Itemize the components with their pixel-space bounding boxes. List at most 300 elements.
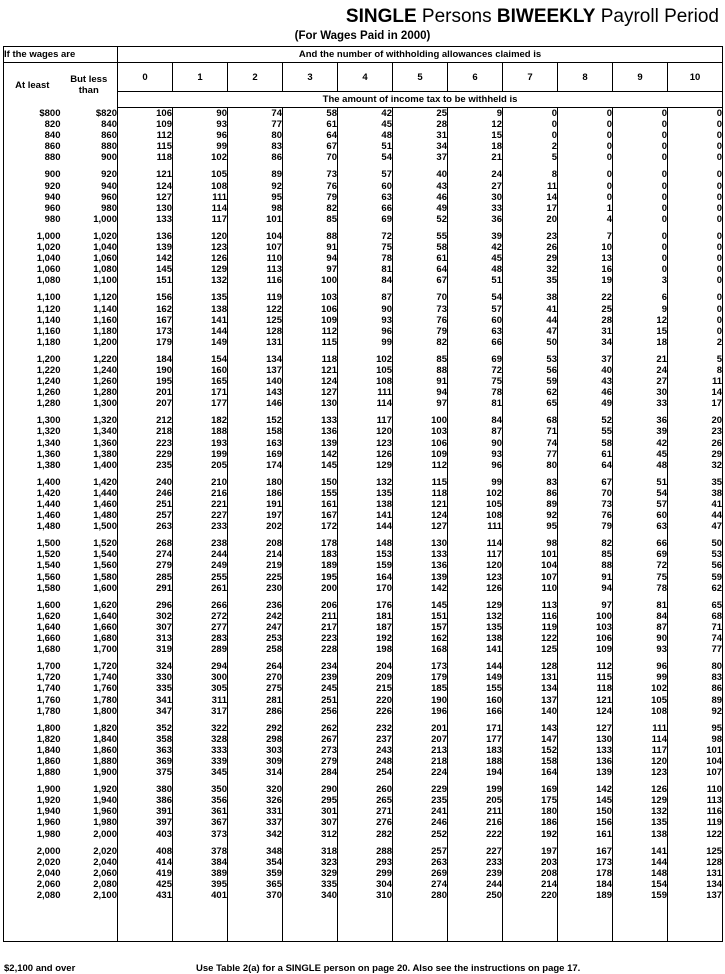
cell-but-less-than: 1,600 [61, 583, 118, 594]
cell-withholding-3: 340 [283, 890, 338, 901]
cell-withholding-6: 105 [448, 499, 503, 510]
cell-withholding-10: 83 [668, 672, 723, 683]
cell-withholding-4: 271 [338, 806, 393, 817]
cell-but-less-than: 980 [61, 203, 118, 214]
cell-withholding-0: 190 [118, 365, 173, 376]
cell-withholding-2: 236 [228, 600, 283, 611]
cell-at-least: 1,280 [4, 398, 61, 409]
cell-withholding-1: 165 [173, 376, 228, 387]
cell-withholding-5: 269 [393, 868, 448, 879]
cell-at-least: 1,860 [4, 756, 61, 767]
cell-withholding-5: 185 [393, 683, 448, 694]
cell-but-less-than: 1,940 [61, 795, 118, 806]
cell-withholding-5: 151 [393, 611, 448, 622]
cell-withholding-5: 28 [393, 119, 448, 130]
cell-withholding-8: 85 [558, 549, 613, 560]
cell-withholding-6: 108 [448, 510, 503, 521]
cell-withholding-4: 276 [338, 817, 393, 828]
cell-but-less-than: 2,000 [61, 829, 118, 840]
cell-withholding-2: 258 [228, 644, 283, 655]
cell-withholding-8: 189 [558, 890, 613, 901]
cell-withholding-0: 391 [118, 806, 173, 817]
cell-withholding-3: 85 [283, 214, 338, 225]
cell-withholding-4: 282 [338, 829, 393, 840]
cell-withholding-4: 69 [338, 214, 393, 225]
cell-but-less-than: 1,440 [61, 488, 118, 499]
cell-withholding-3: 139 [283, 438, 338, 449]
tail-cell [613, 901, 668, 941]
cell-withholding-4: 54 [338, 152, 393, 163]
cell-withholding-4: 260 [338, 784, 393, 795]
cell-withholding-9: 48 [613, 460, 668, 471]
cell-withholding-2: 202 [228, 521, 283, 532]
cell-at-least: 1,100 [4, 292, 61, 303]
cell-withholding-2: 326 [228, 795, 283, 806]
cell-withholding-7: 104 [503, 560, 558, 571]
cell-withholding-2: 134 [228, 354, 283, 365]
cell-at-least: 1,340 [4, 438, 61, 449]
cell-withholding-8: 0 [558, 152, 613, 163]
cell-withholding-8: 0 [558, 108, 613, 120]
cell-withholding-5: 82 [393, 337, 448, 348]
cell-withholding-1: 345 [173, 767, 228, 778]
cell-at-least: 1,620 [4, 611, 61, 622]
cell-at-least: 1,680 [4, 644, 61, 655]
cell-withholding-5: 162 [393, 633, 448, 644]
cell-withholding-4: 126 [338, 449, 393, 460]
cell-withholding-6: 63 [448, 326, 503, 337]
cell-withholding-10: 20 [668, 415, 723, 426]
cell-withholding-1: 171 [173, 387, 228, 398]
cell-at-least: 1,940 [4, 806, 61, 817]
cell-withholding-6: 183 [448, 745, 503, 756]
cell-withholding-5: 196 [393, 706, 448, 717]
cell-withholding-1: 328 [173, 734, 228, 745]
cell-withholding-8: 82 [558, 538, 613, 549]
cell-withholding-6: 33 [448, 203, 503, 214]
cell-withholding-1: 93 [173, 119, 228, 130]
cell-withholding-10: 134 [668, 879, 723, 890]
cell-withholding-0: 425 [118, 879, 173, 890]
cell-withholding-8: 124 [558, 706, 613, 717]
cell-withholding-9: 132 [613, 806, 668, 817]
cell-withholding-3: 307 [283, 817, 338, 828]
cell-withholding-7: 26 [503, 242, 558, 253]
cell-withholding-1: 108 [173, 181, 228, 192]
table-row [4, 292, 723, 303]
cell-withholding-1: 378 [173, 846, 228, 857]
cell-withholding-9: 0 [613, 231, 668, 242]
cell-withholding-9: 9 [613, 304, 668, 315]
cell-withholding-0: 118 [118, 152, 173, 163]
cell-withholding-10: 11 [668, 376, 723, 387]
cell-withholding-1: 289 [173, 644, 228, 655]
cell-withholding-10: 35 [668, 477, 723, 488]
cell-withholding-6: 141 [448, 644, 503, 655]
cell-withholding-3: 142 [283, 449, 338, 460]
cell-withholding-10: 113 [668, 795, 723, 806]
cell-withholding-4: 226 [338, 706, 393, 717]
table-row [4, 449, 723, 460]
cell-withholding-1: 199 [173, 449, 228, 460]
cell-withholding-0: 235 [118, 460, 173, 471]
cell-at-least: 1,060 [4, 264, 61, 275]
cell-withholding-7: 169 [503, 784, 558, 795]
cell-withholding-4: 299 [338, 868, 393, 879]
cell-withholding-8: 25 [558, 304, 613, 315]
cell-withholding-0: 115 [118, 141, 173, 152]
cell-withholding-6: 114 [448, 538, 503, 549]
cell-withholding-0: 240 [118, 477, 173, 488]
cell-but-less-than: 2,060 [61, 868, 118, 879]
cell-withholding-1: 373 [173, 829, 228, 840]
cell-but-less-than: 1,100 [61, 275, 118, 286]
cell-withholding-8: 88 [558, 560, 613, 571]
cell-withholding-0: 335 [118, 683, 173, 694]
cell-withholding-8: 133 [558, 745, 613, 756]
cell-withholding-4: 84 [338, 275, 393, 286]
cell-at-least: 1,780 [4, 706, 61, 717]
cell-withholding-7: 2 [503, 141, 558, 152]
cell-withholding-2: 122 [228, 304, 283, 315]
cell-withholding-4: 108 [338, 376, 393, 387]
cell-withholding-9: 12 [613, 315, 668, 326]
cell-at-least: 1,000 [4, 231, 61, 242]
cell-at-least: 1,900 [4, 784, 61, 795]
cell-withholding-7: 137 [503, 695, 558, 706]
cell-withholding-6: 250 [448, 890, 503, 901]
cell-withholding-7: 164 [503, 767, 558, 778]
cell-withholding-6: 126 [448, 583, 503, 594]
cell-withholding-2: 348 [228, 846, 283, 857]
cell-withholding-0: 352 [118, 723, 173, 734]
table-row [4, 242, 723, 253]
cell-withholding-2: 281 [228, 695, 283, 706]
cell-withholding-8: 91 [558, 572, 613, 583]
cell-withholding-10: 125 [668, 846, 723, 857]
cell-withholding-4: 209 [338, 672, 393, 683]
cell-withholding-9: 0 [613, 214, 668, 225]
cell-withholding-0: 302 [118, 611, 173, 622]
cell-withholding-4: 105 [338, 365, 393, 376]
cell-at-least: 860 [4, 141, 61, 152]
cell-withholding-3: 133 [283, 415, 338, 426]
cell-withholding-4: 254 [338, 767, 393, 778]
cell-withholding-3: 70 [283, 152, 338, 163]
cell-withholding-5: 67 [393, 275, 448, 286]
cell-withholding-4: 75 [338, 242, 393, 253]
cell-withholding-0: 109 [118, 119, 173, 130]
cell-withholding-8: 28 [558, 315, 613, 326]
cell-withholding-4: 141 [338, 510, 393, 521]
cell-withholding-3: 150 [283, 477, 338, 488]
cell-withholding-7: 95 [503, 521, 558, 532]
cell-withholding-10: 0 [668, 108, 723, 120]
cell-withholding-9: 96 [613, 661, 668, 672]
cell-withholding-3: 256 [283, 706, 338, 717]
cell-at-least: 1,380 [4, 460, 61, 471]
cell-withholding-2: 359 [228, 868, 283, 879]
cell-withholding-9: 111 [613, 723, 668, 734]
table-row [4, 672, 723, 683]
cell-withholding-1: 117 [173, 214, 228, 225]
cell-withholding-9: 15 [613, 326, 668, 337]
cell-withholding-1: 132 [173, 275, 228, 286]
cell-withholding-8: 136 [558, 756, 613, 767]
cell-withholding-1: 90 [173, 108, 228, 120]
cell-at-least: 1,080 [4, 275, 61, 286]
cell-withholding-9: 18 [613, 337, 668, 348]
cell-withholding-10: 41 [668, 499, 723, 510]
header-but-less-line1: But less [70, 74, 108, 86]
cell-withholding-4: 304 [338, 879, 393, 890]
cell-withholding-10: 128 [668, 857, 723, 868]
cell-withholding-3: 279 [283, 756, 338, 767]
cell-withholding-0: 184 [118, 354, 173, 365]
cell-withholding-4: 120 [338, 426, 393, 437]
cell-withholding-10: 74 [668, 633, 723, 644]
cell-withholding-7: 44 [503, 315, 558, 326]
cell-at-least: 1,360 [4, 449, 61, 460]
cell-but-less-than: 2,080 [61, 879, 118, 890]
cell-withholding-9: 0 [613, 141, 668, 152]
cell-withholding-0: 229 [118, 449, 173, 460]
cell-withholding-8: 150 [558, 806, 613, 817]
cell-withholding-5: 70 [393, 292, 448, 303]
cell-withholding-9: 102 [613, 683, 668, 694]
cell-withholding-10: 0 [668, 253, 723, 264]
cell-withholding-0: 274 [118, 549, 173, 560]
cell-withholding-10: 17 [668, 398, 723, 409]
cell-withholding-7: 38 [503, 292, 558, 303]
cell-withholding-10: 0 [668, 231, 723, 242]
cell-withholding-8: 139 [558, 767, 613, 778]
cell-withholding-1: 216 [173, 488, 228, 499]
cell-withholding-0: 112 [118, 130, 173, 141]
title-payroll-period: Payroll Period [595, 6, 719, 27]
cell-withholding-9: 0 [613, 203, 668, 214]
cell-withholding-5: 76 [393, 315, 448, 326]
cell-withholding-1: 188 [173, 426, 228, 437]
header-wages-label: If the wages are [4, 47, 118, 63]
cell-withholding-10: 26 [668, 438, 723, 449]
cell-withholding-4: 111 [338, 387, 393, 398]
table-row [4, 169, 723, 180]
cell-withholding-0: 133 [118, 214, 173, 225]
cell-withholding-0: 313 [118, 633, 173, 644]
cell-at-least: 1,400 [4, 477, 61, 488]
cell-withholding-1: 138 [173, 304, 228, 315]
cell-at-least: 1,480 [4, 521, 61, 532]
cell-withholding-6: 102 [448, 488, 503, 499]
tail-cell [393, 901, 448, 941]
cell-withholding-5: 213 [393, 745, 448, 756]
cell-but-less-than: 1,700 [61, 644, 118, 655]
cell-withholding-9: 154 [613, 879, 668, 890]
cell-withholding-4: 135 [338, 488, 393, 499]
cell-withholding-7: 197 [503, 846, 558, 857]
cell-withholding-6: 222 [448, 829, 503, 840]
cell-withholding-7: 74 [503, 438, 558, 449]
cell-withholding-1: 333 [173, 745, 228, 756]
table-row [4, 108, 723, 120]
cell-withholding-2: 95 [228, 192, 283, 203]
cell-withholding-5: 37 [393, 152, 448, 163]
cell-withholding-7: 152 [503, 745, 558, 756]
cell-withholding-9: 0 [613, 108, 668, 120]
cell-withholding-6: 15 [448, 130, 503, 141]
cell-withholding-2: 119 [228, 292, 283, 303]
cell-at-least: 840 [4, 130, 61, 141]
cell-withholding-1: 294 [173, 661, 228, 672]
cell-at-least: 1,820 [4, 734, 61, 745]
cell-withholding-2: 77 [228, 119, 283, 130]
cell-at-least: 1,240 [4, 376, 61, 387]
cell-withholding-1: 154 [173, 354, 228, 365]
cell-but-less-than: 1,580 [61, 572, 118, 583]
table-row [4, 817, 723, 828]
cell-withholding-5: 25 [393, 108, 448, 120]
cell-withholding-3: 112 [283, 326, 338, 337]
cell-but-less-than: 1,220 [61, 354, 118, 365]
cell-withholding-8: 0 [558, 192, 613, 203]
cell-withholding-4: 159 [338, 560, 393, 571]
cell-withholding-0: 127 [118, 192, 173, 203]
cell-withholding-0: 403 [118, 829, 173, 840]
cell-withholding-6: 177 [448, 734, 503, 745]
table-row [4, 253, 723, 264]
cell-at-least: 980 [4, 214, 61, 225]
cell-withholding-1: 105 [173, 169, 228, 180]
cell-withholding-7: 107 [503, 572, 558, 583]
cell-withholding-10: 0 [668, 315, 723, 326]
tail-cell [4, 901, 61, 941]
cell-withholding-10: 0 [668, 192, 723, 203]
cell-withholding-10: 38 [668, 488, 723, 499]
cell-withholding-3: 295 [283, 795, 338, 806]
cell-at-least: 1,020 [4, 242, 61, 253]
tail-cell [173, 901, 228, 941]
cell-withholding-1: 123 [173, 242, 228, 253]
cell-but-less-than: 1,660 [61, 622, 118, 633]
cell-withholding-9: 3 [613, 275, 668, 286]
cell-withholding-10: 137 [668, 890, 723, 901]
cell-but-less-than: 1,360 [61, 438, 118, 449]
cell-withholding-10: 122 [668, 829, 723, 840]
cell-withholding-2: 298 [228, 734, 283, 745]
cell-at-least: 1,420 [4, 488, 61, 499]
cell-withholding-7: 50 [503, 337, 558, 348]
cell-withholding-8: 173 [558, 857, 613, 868]
cell-withholding-7: 101 [503, 549, 558, 560]
table-row [4, 560, 723, 571]
cell-withholding-1: 144 [173, 326, 228, 337]
cell-withholding-0: 319 [118, 644, 173, 655]
cell-withholding-9: 120 [613, 756, 668, 767]
header-col-4: 4 [338, 63, 393, 92]
cell-withholding-9: 45 [613, 449, 668, 460]
cell-at-least: 1,980 [4, 829, 61, 840]
cell-but-less-than: 1,920 [61, 784, 118, 795]
cell-withholding-0: 358 [118, 734, 173, 745]
table-row [4, 264, 723, 275]
cell-withholding-1: 384 [173, 857, 228, 868]
cell-withholding-7: 125 [503, 644, 558, 655]
cell-withholding-5: 121 [393, 499, 448, 510]
cell-withholding-7: 35 [503, 275, 558, 286]
cell-withholding-2: 131 [228, 337, 283, 348]
cell-but-less-than: 1,040 [61, 242, 118, 253]
cell-at-least: 1,580 [4, 583, 61, 594]
cell-withholding-10: 65 [668, 600, 723, 611]
cell-withholding-3: 223 [283, 633, 338, 644]
cell-withholding-9: 81 [613, 600, 668, 611]
cell-withholding-6: 93 [448, 449, 503, 460]
cell-withholding-9: 24 [613, 365, 668, 376]
cell-withholding-1: 356 [173, 795, 228, 806]
cell-withholding-7: 110 [503, 583, 558, 594]
cell-withholding-6: 123 [448, 572, 503, 583]
cell-withholding-6: 244 [448, 879, 503, 890]
title-persons: Persons [416, 6, 497, 27]
cell-withholding-10: 77 [668, 644, 723, 655]
cell-withholding-5: 257 [393, 846, 448, 857]
cell-withholding-1: 221 [173, 499, 228, 510]
cell-withholding-6: 36 [448, 214, 503, 225]
cell-withholding-4: 220 [338, 695, 393, 706]
table-row [4, 141, 723, 152]
cell-withholding-7: 32 [503, 264, 558, 275]
cell-at-least: 1,520 [4, 549, 61, 560]
cell-at-least: 1,540 [4, 560, 61, 571]
cell-withholding-5: 139 [393, 572, 448, 583]
cell-withholding-4: 117 [338, 415, 393, 426]
cell-withholding-0: 145 [118, 264, 173, 275]
cell-withholding-8: 167 [558, 846, 613, 857]
cell-withholding-4: 102 [338, 354, 393, 365]
cell-but-less-than: 1,820 [61, 723, 118, 734]
header-at-least: At least [4, 63, 61, 108]
cell-withholding-4: 187 [338, 622, 393, 633]
cell-withholding-2: 370 [228, 890, 283, 901]
cell-withholding-2: 116 [228, 275, 283, 286]
cell-withholding-0: 324 [118, 661, 173, 672]
cell-withholding-5: 94 [393, 387, 448, 398]
cell-withholding-3: 61 [283, 119, 338, 130]
table-header [4, 47, 723, 108]
cell-at-least: 1,560 [4, 572, 61, 583]
cell-withholding-1: 277 [173, 622, 228, 633]
header-col-8: 8 [558, 63, 613, 92]
cell-withholding-0: 179 [118, 337, 173, 348]
cell-at-least: 1,500 [4, 538, 61, 549]
cell-withholding-6: 54 [448, 292, 503, 303]
cell-withholding-7: 113 [503, 600, 558, 611]
cell-withholding-5: 190 [393, 695, 448, 706]
tail-cell [558, 901, 613, 941]
cell-withholding-6: 120 [448, 560, 503, 571]
cell-withholding-8: 40 [558, 365, 613, 376]
cell-withholding-8: 22 [558, 292, 613, 303]
cell-withholding-2: 286 [228, 706, 283, 717]
cell-withholding-7: 41 [503, 304, 558, 315]
table-row [4, 795, 723, 806]
cell-withholding-6: 117 [448, 549, 503, 560]
cell-withholding-7: 0 [503, 119, 558, 130]
cell-at-least: 1,320 [4, 426, 61, 437]
cell-withholding-3: 118 [283, 354, 338, 365]
cell-withholding-8: 10 [558, 242, 613, 253]
